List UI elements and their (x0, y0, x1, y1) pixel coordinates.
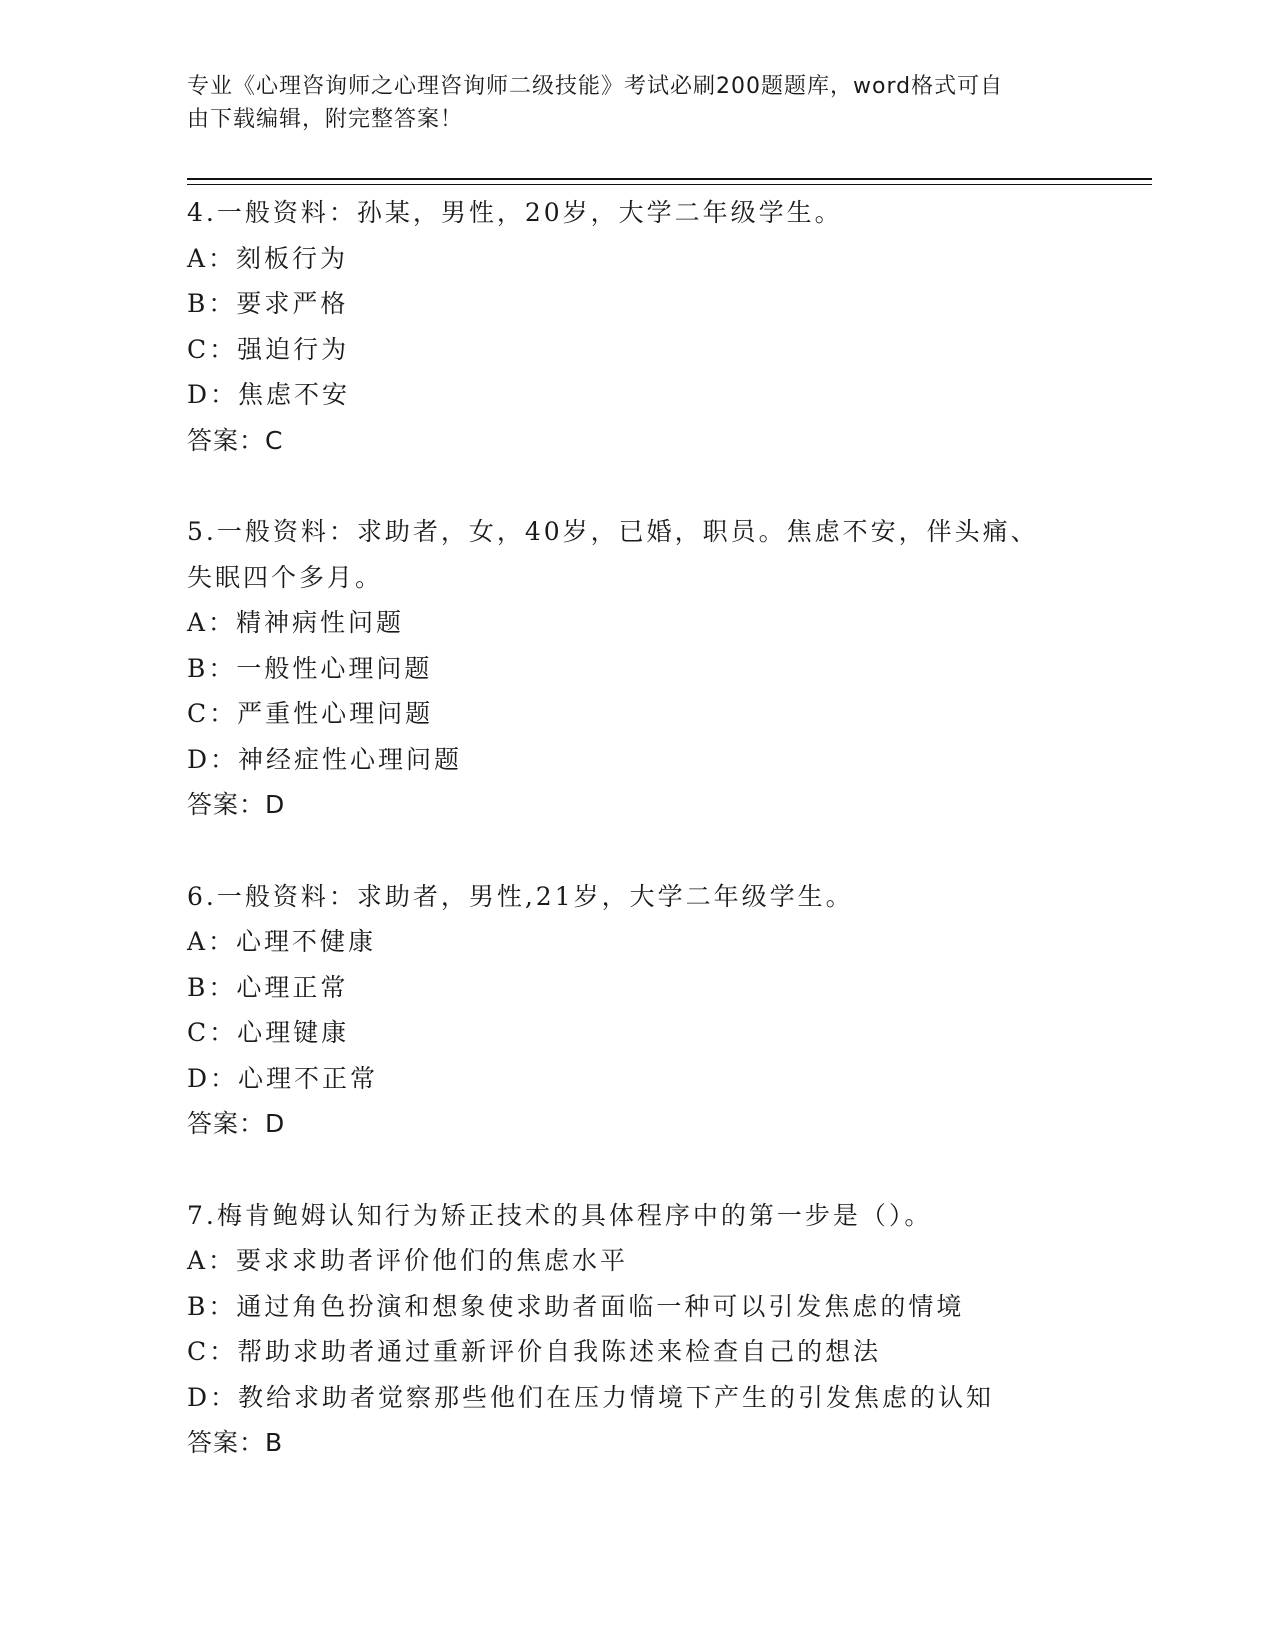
spacer (187, 463, 1152, 509)
option-d: D：神经症性心理问题 (187, 744, 463, 774)
answer-line: 答案：B (187, 1428, 284, 1457)
option-c: C：强迫行为 (187, 334, 350, 364)
header-line-2: 由下载编辑，附完整答案！ (187, 107, 464, 132)
question-block (187, 509, 1152, 828)
question-stem: 7.梅肯鲍姆认知行为矫正技术的具体程序中的第一步是（）。 (187, 1200, 933, 1230)
header-divider-thick (187, 178, 1152, 180)
answer-line: 答案：D (187, 1109, 286, 1138)
question-stem: 4.一般资料：孙某，男性，20岁，大学二年级学生。 (187, 198, 843, 227)
option-a: A：要求求助者评价他们的焦虑水平 (187, 1246, 629, 1275)
answer-line: 答案：C (187, 425, 284, 455)
question-block (187, 874, 1152, 1147)
question-stem-continued: 失眠四个多月。 (187, 562, 384, 592)
question-stem: 6.一般资料：求助者，男性,21岁，大学二年级学生。 (187, 881, 854, 911)
spacer (187, 828, 1152, 874)
header-divider-thin (187, 184, 1152, 185)
option-c: C：心理键康 (187, 1018, 350, 1047)
spacer (187, 1147, 1152, 1193)
option-a: A：刻板行为 (187, 243, 349, 273)
option-b: B：通过角色扮演和想象使求助者面临一种可以引发焦虑的情境 (187, 1291, 965, 1321)
option-d: D：心理不正常 (187, 1063, 379, 1093)
question-stem: 5.一般资料：求助者，女，40岁，已婚，职员。焦虑不安，伴头痛、 (187, 517, 1039, 546)
option-d: D：焦虑不安 (187, 380, 351, 409)
option-b: B：要求严格 (187, 289, 349, 318)
header-line-1: 专业《心理咨询师之心理咨询师二级技能》考试必刷200题题库，word格式可自 (187, 74, 1004, 99)
question-list (187, 190, 1152, 1466)
answer-line: 答案：D (187, 790, 286, 819)
option-d: D：教给求助者觉察那些他们在压力情境下产生的引发焦虑的认知 (187, 1382, 995, 1412)
option-b: B：一般性心理问题 (187, 653, 433, 683)
option-b: B：心理正常 (187, 972, 349, 1002)
option-c: C：严重性心理问题 (187, 699, 434, 728)
option-a: A：精神病性问题 (187, 608, 405, 637)
document-header (187, 70, 1087, 136)
option-c: C：帮助求助者通过重新评价自我陈述来检查自己的想法 (187, 1337, 882, 1366)
option-a: A：心理不健康 (187, 927, 377, 956)
question-block (187, 1193, 1152, 1466)
question-block (187, 190, 1152, 463)
